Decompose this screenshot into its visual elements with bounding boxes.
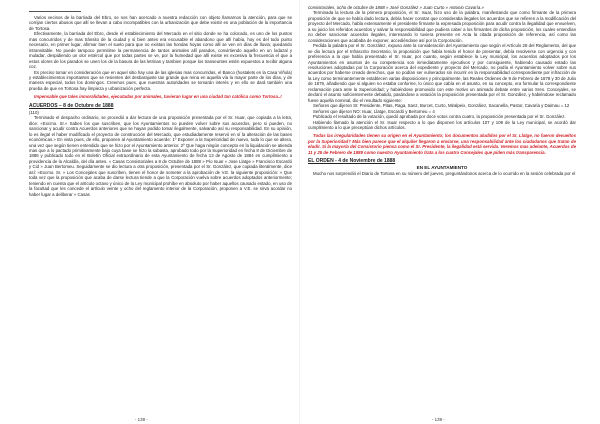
- left-paragraph-4: Terminado el despacho ordinario, se procedió a dar lectura de una proposición presentada por el Sr. Isuar, que copiada a la letra, dice: «Excmo. Sr.» Saben los que suscriben, que los Ayuntamientos no pueden volver sobre sus acuerdos, pero si pueden, no sancionar y acudir contra Acuerdos anteriores que se hayan podido tomar ilegalmente, salvando así su responsabilidad. En su opinión, lo es ilegal el haber modificado el proyecto de construcción del Mercado, que estudiadamente reservó en sí la alteración de las bases económicas.» En vista pues, de ello, proponen al Ayuntamiento acuerde: 1º Exponer a la Superioridad de nuevo, toda lo que se altera, una vez que según tienen entendido que se hizo por el Ayuntamiento anterior. 2º Que haga ningún concepto en la liquidación se atienda mas que a lo pactado primitivamente bajo cuya base se hizo la subasta, aprobado todo por la Superioridad en fecha 8 de Diciembre de 1886 y publicado todo en el Boletín Oficial extraordinario de esta Ayuntamiento de fecha 13 de Agosto de 1884 en cumplimiento a providencia de la Alcaldía, del día antes. « Casas Consistoriales a 8 de Octubre de 1888 » Pío Isuar « Jose Llatge » Francisco Escardó y Cid » Juan Bertomeu. Seguidamente se dio lectura a otra proposición, presentada por el Sr. González, que copiada literalmente, dice así: «Excmo. Sr. » Los Concejales que suscriben, tienen el honor de someter a la aprobación de V.E. la siguiente proposición: » Que toda vez que la proposición que acaba de darse lectura tiende a que la Corporación vuelva sobre acuerdos adoptados anteriormente; teniendo en cuenta que el artículo octavo y único de la Ley municipal prohíbe en absoluto por haber aquellos causado estado, en uso de la facultad que les concede el artículo veinte y ocho del reglamento interior de la Corporación, proponen a V.E. se sirva acordar no haber lugar a deliberar » Casas: [29, 115, 292, 197]
- page-number-left: - 138 -: [135, 417, 148, 422]
- right-paragraph-7: Habiendo llamado la atención el Sr. Isuar respecto a lo que disponen los artículos 107 y 109 de la Ley municipal, se acordó dar cumplimiento a lo que preceptúan dichos artículos.: [308, 119, 576, 130]
- right-paragraph-8: Mucho nos sorprendió el Diario de Tortosa en su número del jueves, preguntándonos acerca de lo ocurrido en la sesión celebrada por el: [313, 171, 576, 177]
- right-paragraph-1: consistoriales, ocho de octubre de 1888 » José González » Juan Curto » Antonio Cavaría.»: [308, 5, 484, 10]
- right-paragraph-3: Pedida la palabra por el Sr. González, expuso ante la consideración del Ayuntamiento que según el Artículo 28 del Reglamento, del que se dio lectura por el Infrascrito Secretario, la proposición que había tenido el honor de presentar, debía resolverse con urgencia y con preferencia a la que había presentado el Sr. Isuar, por cuanto, según establece la Ley municipal, los acuerdos adoptados por los Ayuntamientos en asuntos de su competencia son inmediatamente ejecutivos y por consiguiente, habiendo causado estado las resoluciones adoptadas por la Corporación acerca del expediente y proyecto del Mercado, no podía el Ayuntamiento volver sobre sus acuerdos por haberse creado derechos, que no podían ser vulnerados sin incurrir en la responsabilidad correspondiente por infracción de la Ley como terminantemente establecen varias disposiciones y principalmente, las Reales Órdenes de 9 de Febrero de 1878 y 30 de Julio de 1879, añadiendo que si alguien no estaba conforme, lo único que cabía en el asunto, en su concepto, era formular la correspondiente reclamación para ante la Superioridad; y habiéndose promovido con este motivo un animado debate entre varios Sres. Concejales, se declaró el asunto suficientemente debatido, pasándose a votación la proposición presentada por el Sr. González, y habiéndose reclamado fuese aquella nominal, dio el resultado siguiente:: [308, 43, 576, 103]
- left-paragraph-1: Varios vecinos de la barriada del Ebro, se nos han acercado a nuestra redacción con objeto llamarnos la atención, para que se corrijan ciertos abusos que allí se llevan a cabo incompatibles con la urbanización que debe existir en una población de la importancia de Tortosa.: [29, 15, 292, 31]
- right-paragraph-2: Terminada la lectura de la primera proposición, el Sr. Isuar, hizo uso de la palabra, manifestando que como firmante de la primera proposición de que se había dado lectura, debía hacer constar que consideraba ilegales los acuerdos que se refieren a la modificación del proyecto del Mercado, habla extensamente el presidente firmante la expresada proposición para acudir contra la ilegalidad que envuelven, a su juicio los referidos acuerdos y salvar la responsabilidad que pudiera caber a los firmantes de dicha proposición, los cuales entendían no deber sancionar acuerdos ilegales, interesando lo tuviera presente en Acta la citada proposición de referencia, así como las consideraciones que acababa de exponer, accediéndose así por la Corporación.: [308, 10, 576, 43]
- editorial-comment-right: Todas las irregularidades tienen su origen en el Ayuntamiento; los documentos aludidos por el Sr. Llatge, no fueron devueltos por la Superioridad? Más bien parece que el alquiler llegaron a enviarse, una responsabilidad ante los ciudadanos que tratan de eludir. Si la mayoría del Consistorio piensa como el Sr. Presidente, la ilegalidad está servida. Veremos mas adelante, Acuerdos de 11 y 25 de Febrero de 1889 como nuestro Ayuntamiento trata a los cuatro Concejales que piden más transparencia.: [308, 133, 576, 155]
- section-heading-el-orden: EL ORDEN - 4 de Noviembre de 1888: [308, 158, 396, 165]
- section-heading-acuerdos: ACUERDOS – 8 de Octubre de 1888: [29, 102, 114, 109]
- left-paragraph-2: Efectivamente, la barriada del Ebro, desde el establecimiento del Mercado en el sitio donde se ha colocado, es uno de los puntos mas concurridos y de mas tránsito de la ciudad y si bien antes era excusable el abandono que allí había, hoy es del todo punto necesario, en primer lugar, afirmar bien el suelo para que no existan las hondas hoyas como allí se ven en días de lluvia; quedando intransitable. No puede tampoco permitirse la permanencia de tantos animales allí parados, convirtiendo aquello en un lodazal y muladar, despidiendo un olor estércol que por todas partes se ve, por la humedad que allí existe es excesiva la frecuencia el que a estos olores de los parados se unen los de la basura de las letrinas y tambien porque los transeuntes estén expuestos a recibir alguna coz.: [29, 31, 292, 70]
- left-paragraph-3: Es preciso tomar en consideración que en aquel sitio hay una de las iglesias mas concurridas, el Banco (hostalets en la Casa Viñola) y establecimientos importantes que se resienten del desbarajuste tan grande que reina en aquella vía la mayor parte de los días, y de manera especial, todos los domingos. Creemos pues, que nuestras autoridades se tomarán interés y en ello se dará también una prueba de que en Tortosa hay limpieza y urbanización perfecta.: [29, 69, 292, 91]
- subheading-ayuntamiento: EN EL AYUNTAMIENTO: [416, 165, 468, 171]
- footnote-rule: [29, 11, 81, 12]
- item-number: (110): [29, 109, 39, 115]
- editorial-comment-left: Impensable que tales inmoralidades, ejecutadas por animales, tuvieran lugar en una ciudad tan católica como Tortosa..!: [34, 94, 282, 100]
- vote-result: Publicado el resultado de la votación, quedó aprobada por doce votos contra cuatro, la proposición presentada por el Sr. González.: [313, 114, 566, 120]
- page-number-right: - 139 -: [432, 417, 445, 422]
- right-page: [300, 0, 600, 424]
- vote-yes: Señores que dijeron SI: Presidente, Pitas, Raga, Sanz, Burcet, Curto, Miralpeix, González, Sacanella, Pastor, Cavaría y Daimau = 12: [313, 103, 570, 109]
- vote-no: Señores que dijeron NO: Isuar, Llatge, Escardó y Bertomeu = 4: [313, 108, 435, 114]
